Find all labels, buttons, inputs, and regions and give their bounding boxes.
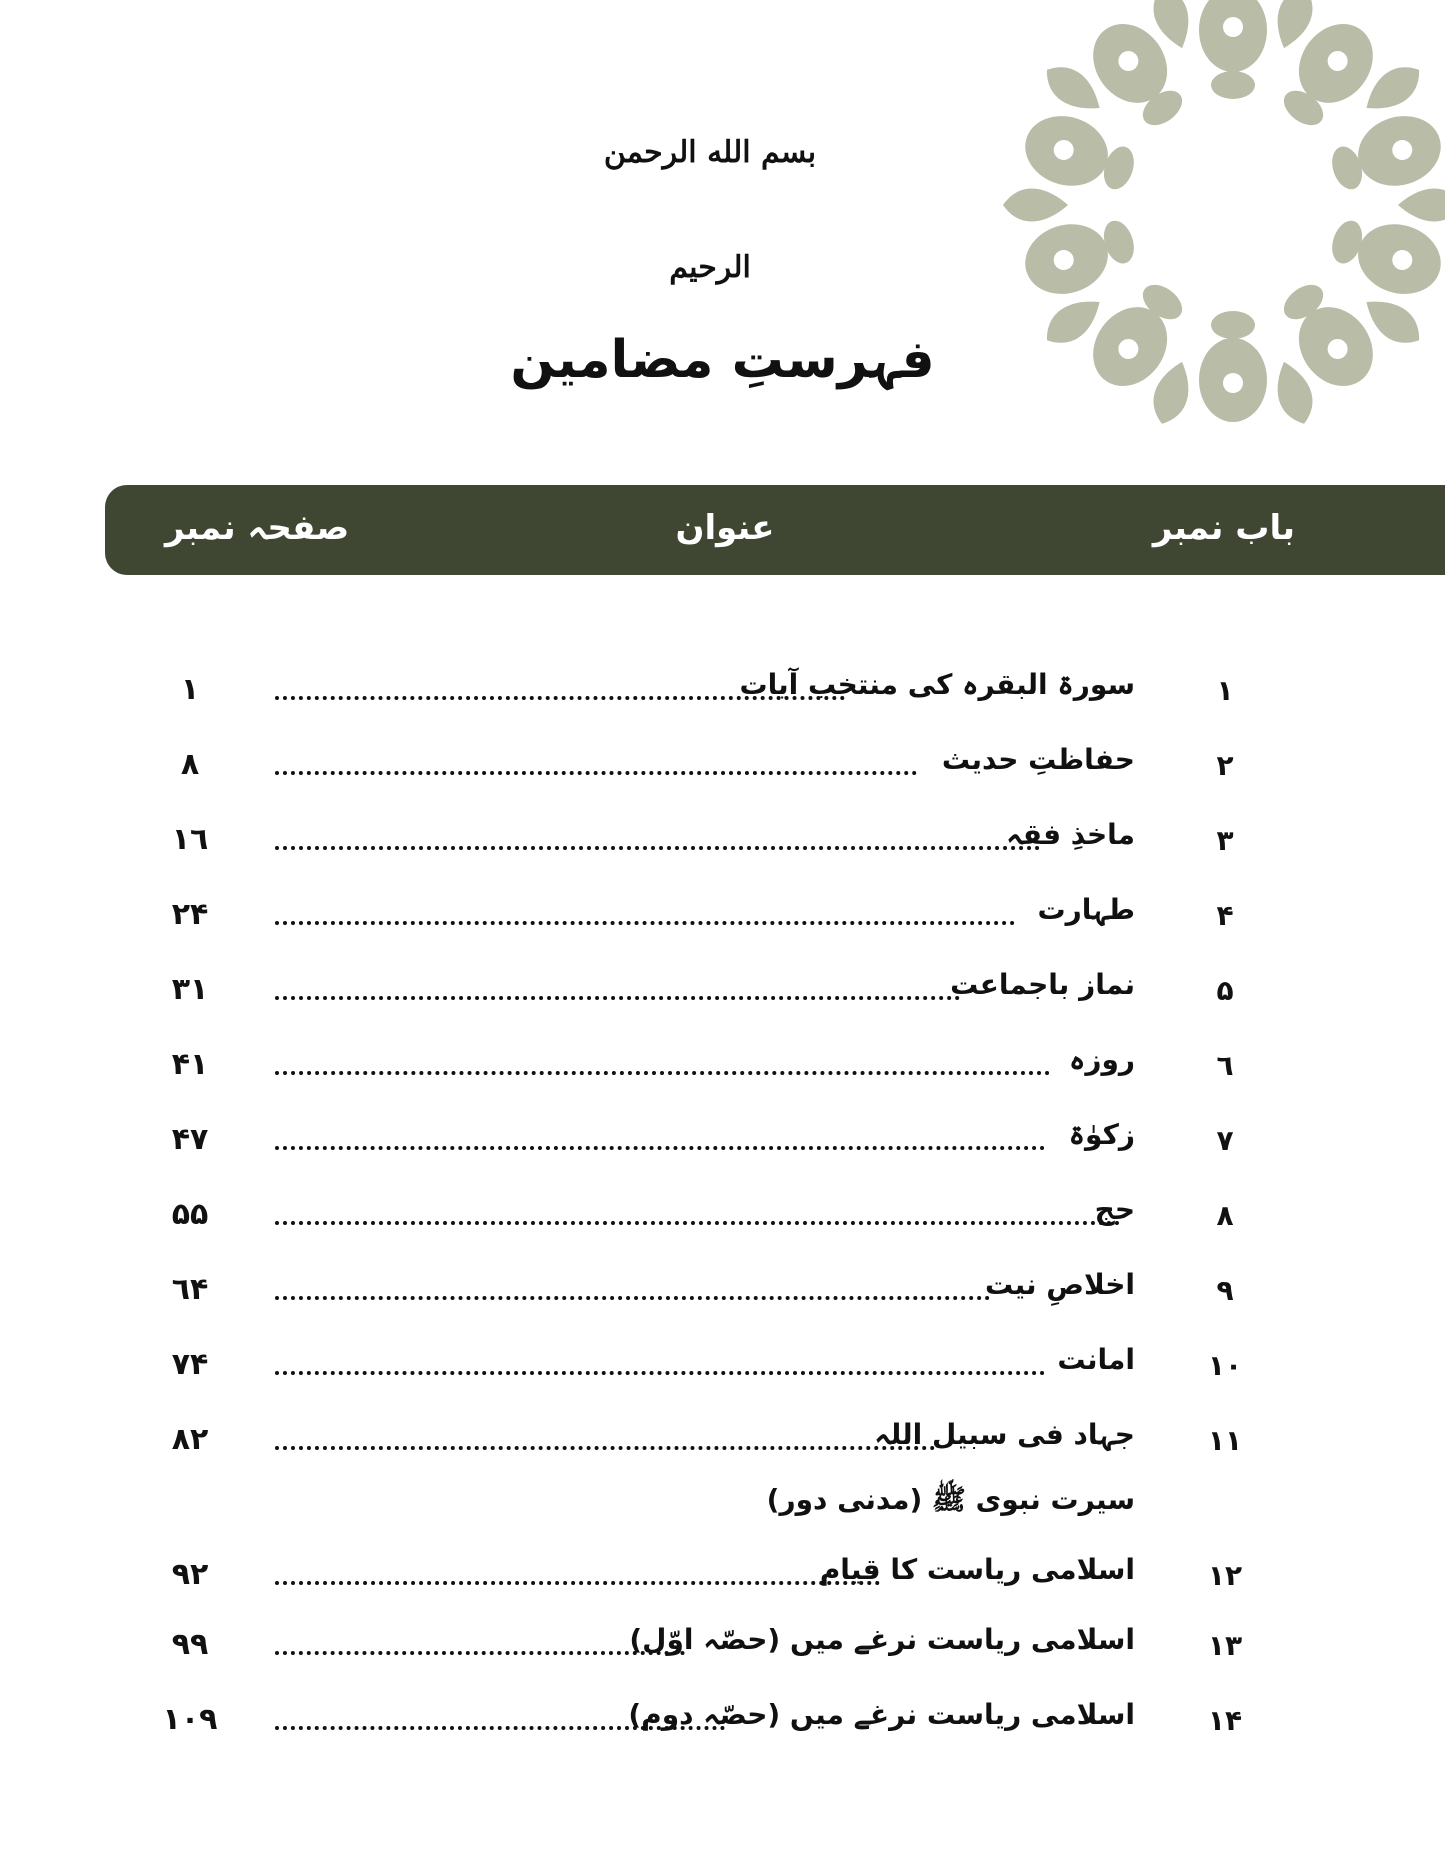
chapter-title: زکوٰۃ <box>1068 1118 1135 1151</box>
chapter-number: ١۴ <box>1207 1704 1243 1737</box>
chapter-title: اخلاصِ نیت <box>984 1268 1135 1301</box>
chapter-number: ١٣ <box>1207 1629 1243 1662</box>
page-number: ۵۵ <box>171 1197 209 1232</box>
dot-leader <box>275 1371 1045 1375</box>
page-number: ۴١ <box>171 1047 209 1082</box>
dot-leader <box>275 996 960 1000</box>
page-number: ١٦ <box>171 822 209 857</box>
page-number: ٦۴ <box>171 1272 209 1307</box>
chapter-title: اسلامی ریاست نرغے میں (حصّہ اوّل) <box>629 1623 1135 1656</box>
chapter-title: حفاظتِ حدیث <box>941 743 1135 776</box>
dot-leader <box>275 1221 1120 1225</box>
dot-leader <box>275 771 917 775</box>
chapter-number: ۴ <box>1216 899 1234 932</box>
chapter-number: ١ <box>1216 674 1234 707</box>
toc-row[interactable] <box>0 1185 1445 1245</box>
chapter-number: ١٠ <box>1207 1349 1243 1382</box>
chapter-title: حج <box>1094 1193 1135 1226</box>
chapter-title: جہاد فی سبیل اللہ <box>874 1418 1135 1451</box>
chapter-title: ماخذِ فقہ <box>1006 818 1135 851</box>
dot-leader <box>275 1296 990 1300</box>
toc-row[interactable] <box>0 1545 1445 1605</box>
dot-leader <box>275 1581 880 1585</box>
toc-row[interactable] <box>0 1035 1445 1095</box>
chapter-title: روزہ <box>1068 1043 1135 1076</box>
chapter-number: ٢ <box>1216 749 1234 782</box>
toc-row[interactable] <box>0 810 1445 870</box>
bismillah-calligraphy: بسم الله الرحمن الرحیم <box>603 135 817 285</box>
chapter-title: طہارت <box>1037 893 1135 926</box>
chapter-number: ١٢ <box>1207 1559 1243 1592</box>
dot-leader <box>275 696 845 700</box>
page-number: ١ <box>180 672 200 707</box>
toc-row[interactable] <box>0 1690 1445 1750</box>
toc-row[interactable] <box>0 1410 1445 1470</box>
chapter-title: اسلامی ریاست نرغے میں (حصّہ دوم) <box>628 1698 1135 1731</box>
page-number: ٩٩ <box>171 1627 209 1662</box>
header-topic: عنوان <box>675 508 775 548</box>
toc-row[interactable] <box>0 660 1445 720</box>
chapter-number: ٨ <box>1216 1199 1234 1232</box>
header-page-number: صفحہ نمبر <box>165 508 350 548</box>
chapter-number: ٣ <box>1216 824 1234 857</box>
page-number: ۴٧ <box>171 1122 209 1157</box>
dot-leader <box>275 921 1015 925</box>
page-number: ٩٢ <box>171 1557 209 1592</box>
page-number: ٨ <box>180 747 200 782</box>
page-number: ٢۴ <box>171 897 209 932</box>
page-number: ٣١ <box>171 972 209 1007</box>
dot-leader <box>275 1726 725 1730</box>
page-title: فہرستِ مضامین <box>510 330 935 390</box>
toc-row[interactable] <box>0 1260 1445 1320</box>
chapter-number: ٦ <box>1216 1049 1234 1082</box>
dot-leader <box>275 1146 1045 1150</box>
toc-row[interactable] <box>0 1110 1445 1170</box>
dot-leader <box>275 1651 685 1655</box>
dot-leader <box>275 1071 1050 1075</box>
chapter-title: امانت <box>1057 1343 1135 1376</box>
page-number: ٨٢ <box>171 1422 209 1457</box>
chapter-number: ٧ <box>1216 1124 1234 1157</box>
toc-row[interactable] <box>0 960 1445 1020</box>
chapter-title: نماز باجماعت <box>950 968 1135 1001</box>
dot-leader <box>275 1446 935 1450</box>
dot-leader <box>275 846 1040 850</box>
chapter-title: اسلامی ریاست کا قیام <box>819 1553 1135 1586</box>
toc-row[interactable] <box>0 885 1445 945</box>
toc-row[interactable] <box>0 735 1445 795</box>
toc-row[interactable] <box>0 1475 1445 1535</box>
chapter-number: ١١ <box>1207 1424 1243 1457</box>
header-chapter-number: باب نمبر <box>1152 508 1295 548</box>
toc-row[interactable] <box>0 1335 1445 1395</box>
chapter-number: ۵ <box>1216 974 1234 1007</box>
chapter-title: سیرت نبوی ﷺ (مدنی دور) <box>766 1483 1135 1516</box>
chapter-number: ٩ <box>1216 1274 1234 1307</box>
chapter-title: سورۃ البقرہ کی منتخب آیات <box>739 668 1135 701</box>
page-number: ٧۴ <box>171 1347 209 1382</box>
page-number: ١٠٩ <box>162 1702 218 1737</box>
toc-row[interactable] <box>0 1615 1445 1675</box>
